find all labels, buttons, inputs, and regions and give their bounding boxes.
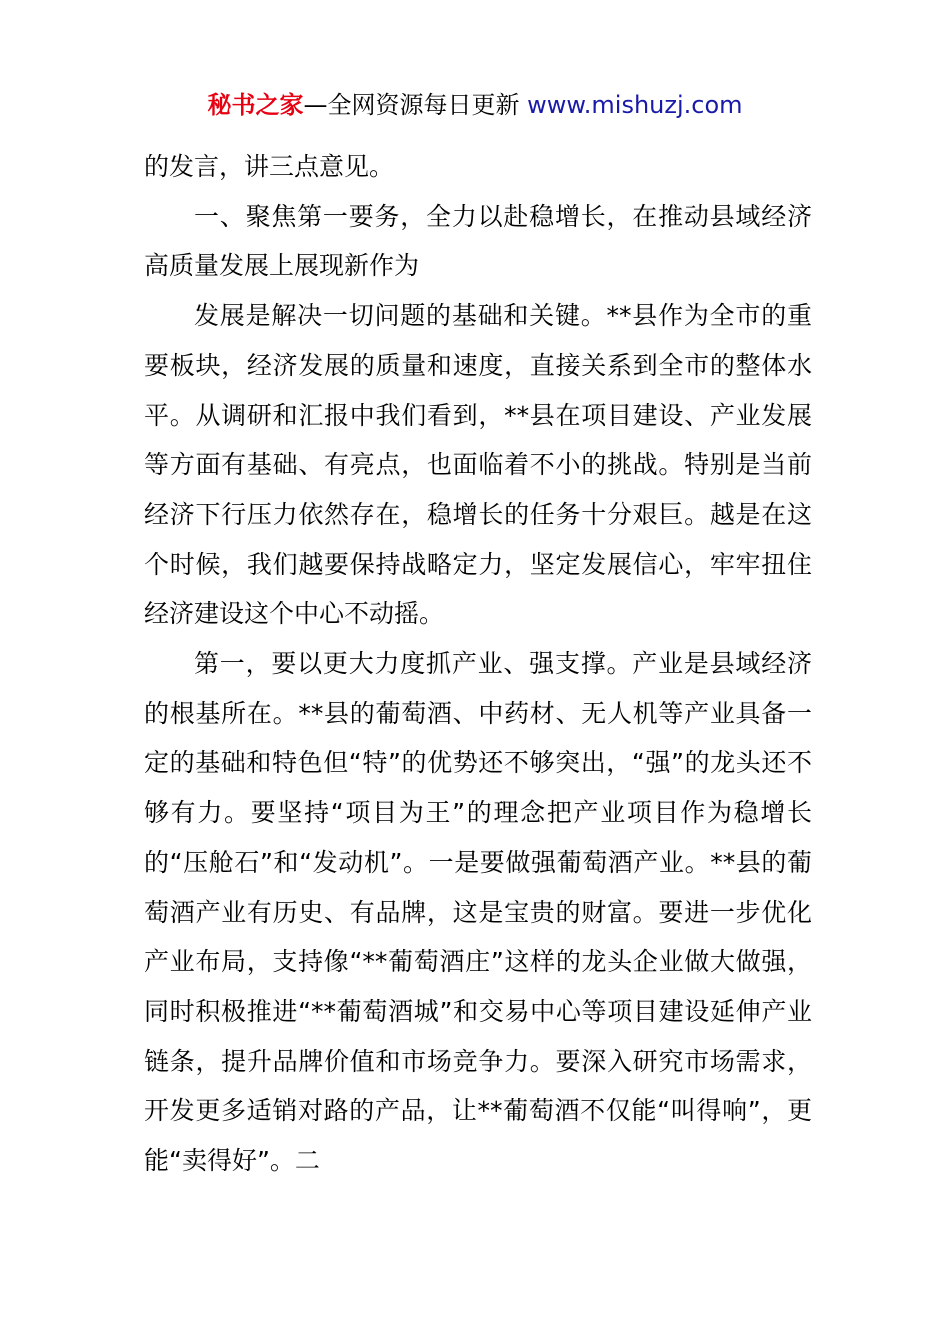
paragraph-opening: 的发言，讲三点意见。	[144, 152, 395, 181]
page-header	[0, 88, 950, 122]
brand-name: 秘书之家	[207, 91, 304, 119]
paragraph-development: 发展是解决一切问题的基础和关键。**县作为全市的重要板块，经济发展的质量和速度，直接关系到全市的整体水平。从调研和汇报中我们看到，**县在项目建设、产业发展等方面有基础、有亮点，也面临着不小的挑战。特别是当前经济下行压力依然存在，稳增长的任务十分艰巨。越是在这个时候，我们越要保持战略定力，坚定发展信心，牢牢扭住经济建设这个中心不动摇。	[144, 301, 812, 629]
section-heading: 一、聚焦第一要务，全力以赴稳增长，在推动县域经济高质量发展上展现新作为	[144, 201, 812, 281]
document-body	[144, 142, 812, 1186]
website-link[interactable]: www.mishuzj.com	[527, 91, 743, 119]
paragraph-industry: 第一，要以更大力度抓产业、强支撑。产业是县域经济的根基所在。**县的葡萄酒、中药材、无人机等产业具备一定的基础和特色但“特”的优势还不够突出，“强”的龙头还不够有力。要坚持“项目为王”的理念把产业项目作为稳增长的“压舱石”和“发动机”。一是要做强葡萄酒产业。**县的葡萄酒产业有历史、有品牌，这是宝贵的财富。要进一步优化产业布局，支持像“**葡萄酒庄”这样的龙头企业做大做强，同时积极推进“**葡萄酒城”和交易中心等项目建设延伸产业链条，提升品牌价值和市场竞争力。要深入研究市场需求，开发更多适销对路的产品，让**葡萄酒不仅能“叫得响”，更能“卖得好”。二	[144, 649, 812, 1176]
header-tagline: —全网资源每日更新	[303, 91, 528, 119]
